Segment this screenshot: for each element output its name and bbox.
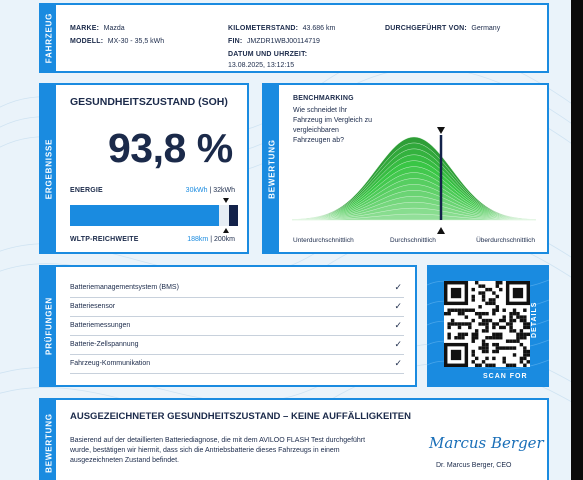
results-side-tab	[41, 85, 56, 252]
check-label: Fahrzeug-Kommunikation	[70, 360, 151, 367]
vehicle-info-panel	[39, 3, 549, 73]
check-mark-icon: ✓	[394, 339, 402, 349]
assessment-panel	[39, 398, 549, 480]
check-row	[70, 298, 404, 317]
assessment-body	[70, 436, 365, 466]
make-label: MARKE:	[70, 25, 100, 32]
datetime-value: 13.08.2025, 13:12:15	[228, 62, 295, 69]
benchmark-curve	[292, 123, 536, 235]
datetime-label: DATUM UND UHRZEIT:	[228, 51, 308, 58]
soh-title: GESUNDHEITSZUSTAND (SOH)	[70, 96, 228, 108]
range-separator: |	[210, 236, 213, 243]
check-row	[70, 336, 404, 355]
benchmark-title: BENCHMARKING	[293, 95, 354, 102]
mileage-value: 43.686 km	[302, 25, 336, 32]
check-label: Batteriesensor	[70, 303, 116, 310]
make-value: Mazda	[103, 25, 125, 32]
range-label: WLTP-REICHWEITE	[70, 236, 139, 243]
check-label: Batteriemessungen	[70, 322, 131, 329]
check-label: Batterie-Zellspannung	[70, 341, 139, 348]
energy-separator: |	[209, 187, 212, 194]
qr-panel[interactable]	[427, 265, 549, 387]
benchmark-question-line: vergleichbaren	[293, 127, 339, 135]
benchmark-side-tab	[264, 85, 279, 252]
check-mark-icon: ✓	[394, 301, 402, 311]
vehicle-side-tab	[41, 5, 56, 71]
checks-side-tab	[41, 267, 56, 385]
range-marker-icon	[223, 228, 229, 233]
check-mark-icon: ✓	[394, 282, 402, 292]
soh-bar	[70, 205, 238, 226]
vin-value: JMZDR1WBJ00114719	[246, 38, 320, 45]
soh-bar-end	[229, 205, 238, 226]
benchmark-question-line: Fahrzeug im Vergleich zu	[293, 117, 372, 125]
check-row	[70, 317, 404, 336]
benchmark-label-low: Unterdurchschnittlich	[293, 237, 354, 244]
model-label: MODELL:	[70, 38, 104, 45]
energy-total: 32kWh	[213, 187, 235, 194]
benchmark-panel	[262, 83, 549, 254]
energy-marker-icon	[223, 198, 229, 203]
check-row	[70, 355, 404, 374]
energy-label: ENERGIE	[70, 187, 103, 194]
right-edge-shadow	[571, 0, 583, 480]
performed-value: Germany	[471, 25, 501, 32]
qr-code-icon	[444, 281, 530, 367]
results-panel	[39, 83, 249, 254]
check-label: Batteriemanagementsystem (BMS)	[70, 284, 179, 291]
benchmark-marker-bottom-icon	[437, 227, 445, 234]
benchmark-question-line: Fahrzeugen ab?	[293, 137, 344, 145]
signer-name: Dr. Marcus Berger, CEO	[436, 462, 512, 469]
benchmark-side-label: BEWERTUNG	[267, 138, 276, 199]
assessment-side-label: BEWERTUNG	[44, 413, 53, 473]
benchmark-label-high: Überdurchschnittlich	[476, 237, 535, 244]
range-total: 200km	[213, 236, 235, 243]
signature: Marcus Berger	[429, 434, 544, 452]
benchmark-question-line: Wie schneidet Ihr	[293, 107, 348, 114]
check-mark-icon: ✓	[394, 320, 402, 330]
qr-code[interactable]	[444, 281, 530, 367]
assessment-side-tab	[41, 400, 56, 480]
assessment-body-line: wurde, bestätigen wir hiermit, dass sich die Antriebsbatterie dieses Fahrzeugs in einem	[70, 447, 340, 455]
soh-value: 93,8 %	[108, 125, 233, 171]
assessment-body-line: ausgezeichneten Zustand befindet.	[70, 457, 179, 465]
check-row	[70, 279, 404, 298]
mileage-label: KILOMETERSTAND:	[228, 25, 299, 32]
range-current: 188km	[187, 236, 209, 243]
check-mark-icon: ✓	[394, 358, 402, 368]
vehicle-side-label: FAHRZEUG	[44, 12, 53, 64]
checks-side-label: PRÜFUNGEN	[44, 297, 53, 355]
assessment-title: AUSGEZEICHNETER GESUNDHEITSZUSTAND – KEINE AUFFÄLLIGKEITEN	[70, 411, 411, 422]
checks-panel	[39, 265, 417, 387]
model-value: MX-30 - 35,5 kWh	[107, 38, 165, 45]
benchmark-marker-top-icon	[437, 127, 445, 134]
assessment-body-line: Basierend auf der detaillierten Batteriediagnose, die mit dem AVILOO FLASH Test durchgeführt	[70, 437, 366, 444]
scan-label: SCAN FOR	[483, 373, 528, 380]
bell-curve-layers	[292, 137, 536, 220]
performed-label: DURCHGEFÜHRT VON:	[385, 25, 467, 32]
benchmark-label-mid: Durchschnittlich	[390, 237, 436, 244]
details-label: DETAILS	[531, 301, 538, 338]
energy-current: 30kWh	[185, 187, 208, 194]
vin-label: FIN:	[228, 38, 243, 45]
results-side-label: ERGEBNISSE	[44, 138, 53, 199]
soh-bar-fill	[70, 205, 219, 226]
